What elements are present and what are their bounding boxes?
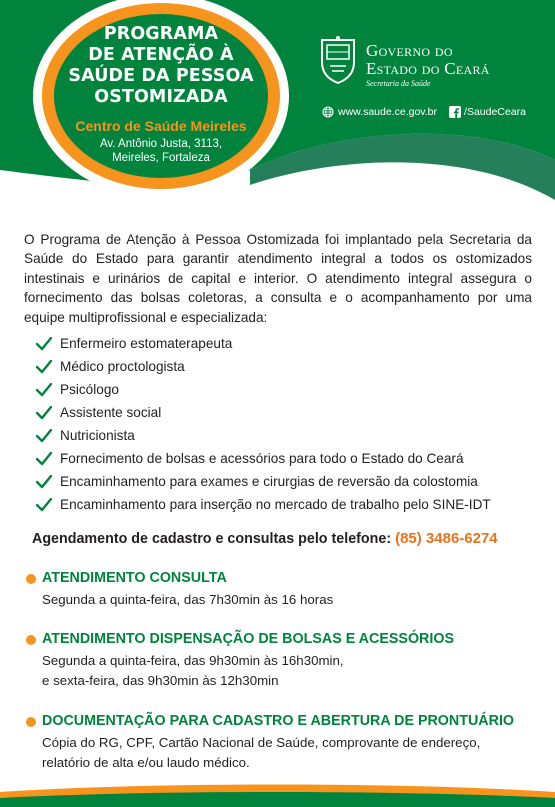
section-title: DOCUMENTAÇÃO PARA CADASTRO E ABERTURA DE PRONTUÁRIO [42,713,515,729]
list-item: Médico proctologista [36,355,491,378]
section-line: e sexta-feira, das 9h30min às 12h30min [42,673,279,688]
phone-label: Agendamento de cadastro e consultas pelo telefone: [32,531,392,547]
checkmark-icon [36,406,60,420]
facebook-link[interactable]: /SaudeCeara [464,106,526,118]
bullet-dot-icon [26,574,36,584]
checkmark-icon [36,452,60,466]
phone-number[interactable]: (85) 3486-6274 [395,530,498,547]
program-badge [54,8,268,184]
section-line: relatório de alta e/ou laudo médico. [42,755,250,770]
checkmark-icon [36,337,60,351]
footer-wave [0,778,555,807]
section-title: ATENDIMENTO CONSULTA [42,570,227,586]
list-item: Encaminhamento para exames e cirurgias de reversão da colostomia [36,470,491,493]
program-title: PROGRAMA DE ATENÇÃO À SAÚDE DA PESSOA OSTOMIZADA [68,24,254,107]
checkmark-icon [36,498,60,512]
globe-icon [322,106,334,118]
phone-scheduling [32,530,498,547]
checkmark-icon [36,475,60,489]
list-item: Encaminhamento para inserção no mercado de trabalho pelo SINE-IDT [36,493,491,516]
section-line: Segunda a quinta-feira, das 7h30min às 16 horas [42,592,334,607]
ceara-coat-of-arms-icon [318,36,358,84]
services-checklist [36,332,491,516]
section-line: Segunda a quinta-feira, das 9h30min às 16h30min, [42,653,344,668]
website-link[interactable]: www.saude.ce.gov.br [338,106,438,118]
health-center-address: Av. Antônio Justa, 3113, Meireles, Fortaleza [99,138,223,164]
list-item: Assistente social [36,401,491,424]
facebook-icon [449,106,461,118]
list-item: Psicólogo [36,378,491,401]
checkmark-icon [36,429,60,443]
list-item: Enfermeiro estomaterapeuta [36,332,491,355]
section-line: Cópia do RG, CPF, Cartão Nacional de Saúde, comprovante de endereço, [42,735,481,750]
intro-paragraph: O Programa de Atenção à Pessoa Ostomizada foi implantado pela Secretaria da Saúde do Estado para garantir atendimento integral a todos os ostomizados intestinais e urinários de capital e interior. O atendimento integral assegura o fornecimento das bolsas coletoras, a consulta e o acompanhamento por uma equipe multiprofissional e especializada: [24,231,532,325]
health-center-name: Centro de Saúde Meireles [75,118,247,134]
checkmark-icon [36,360,60,374]
list-item: Fornecimento de bolsas e acessórios para todo o Estado do Ceará [36,447,491,470]
bullet-dot-icon [26,635,36,645]
web-links [322,106,526,118]
checkmark-icon [36,383,60,397]
list-item: Nutricionista [36,424,491,447]
government-wordmark: Governo do Estado do Ceará Secretaria da Saúde [366,41,490,88]
section-title: ATENDIMENTO DISPENSAÇÃO DE BOLSAS E ACESSÓRIOS [42,631,455,647]
header-banner [0,0,555,200]
bullet-dot-icon [26,717,36,727]
